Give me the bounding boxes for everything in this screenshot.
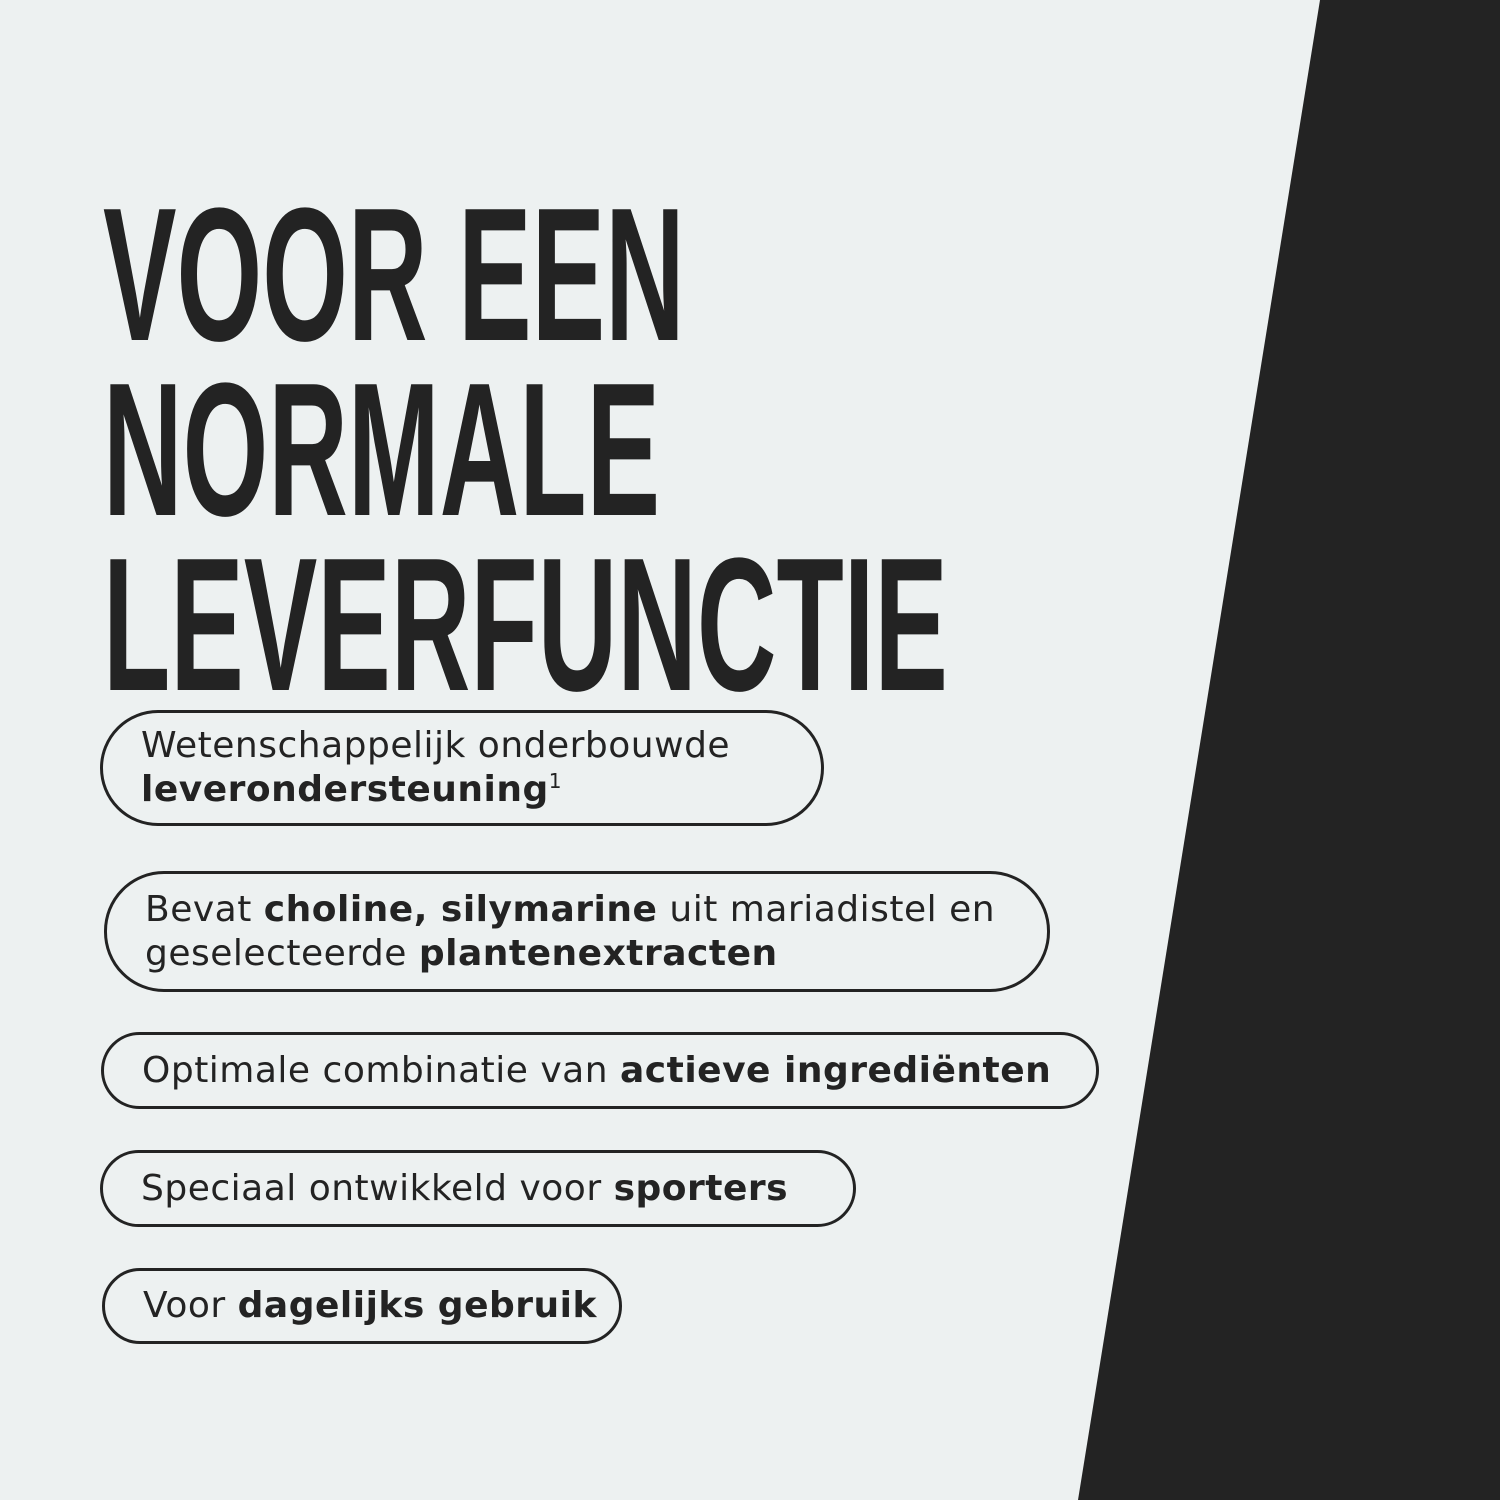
pill-line: Speciaal ontwikkeld voor sporters <box>141 1167 789 1209</box>
benefit-pill-ingredients <box>104 871 1050 992</box>
pill-line: Bevat choline, silymarine uit mariadistel en <box>145 888 996 930</box>
pill-line: geselecteerde plantenextracten <box>145 932 778 974</box>
headline-line-2: NORMALE <box>103 344 661 556</box>
headline-line-1: VOOR EEN <box>103 169 685 381</box>
headline-line-3: LEVERFUNCTIE <box>103 519 948 731</box>
benefit-pill-athletes <box>100 1150 856 1227</box>
pill-line: Optimale combinatie van actieve ingrediënten <box>142 1049 1052 1091</box>
benefit-pill-combination <box>101 1032 1099 1109</box>
footnote-marker: 1 <box>548 769 562 793</box>
pill-line: Voor dagelijks gebruik <box>143 1285 597 1326</box>
pill-line: leverondersteuning$^1$ <box>141 769 562 810</box>
benefit-pill-daily-use <box>102 1268 622 1344</box>
headline <box>103 169 948 731</box>
pill-line: Wetenschappelijk onderbouwde <box>141 725 731 766</box>
benefit-pill-scientific <box>100 710 824 826</box>
